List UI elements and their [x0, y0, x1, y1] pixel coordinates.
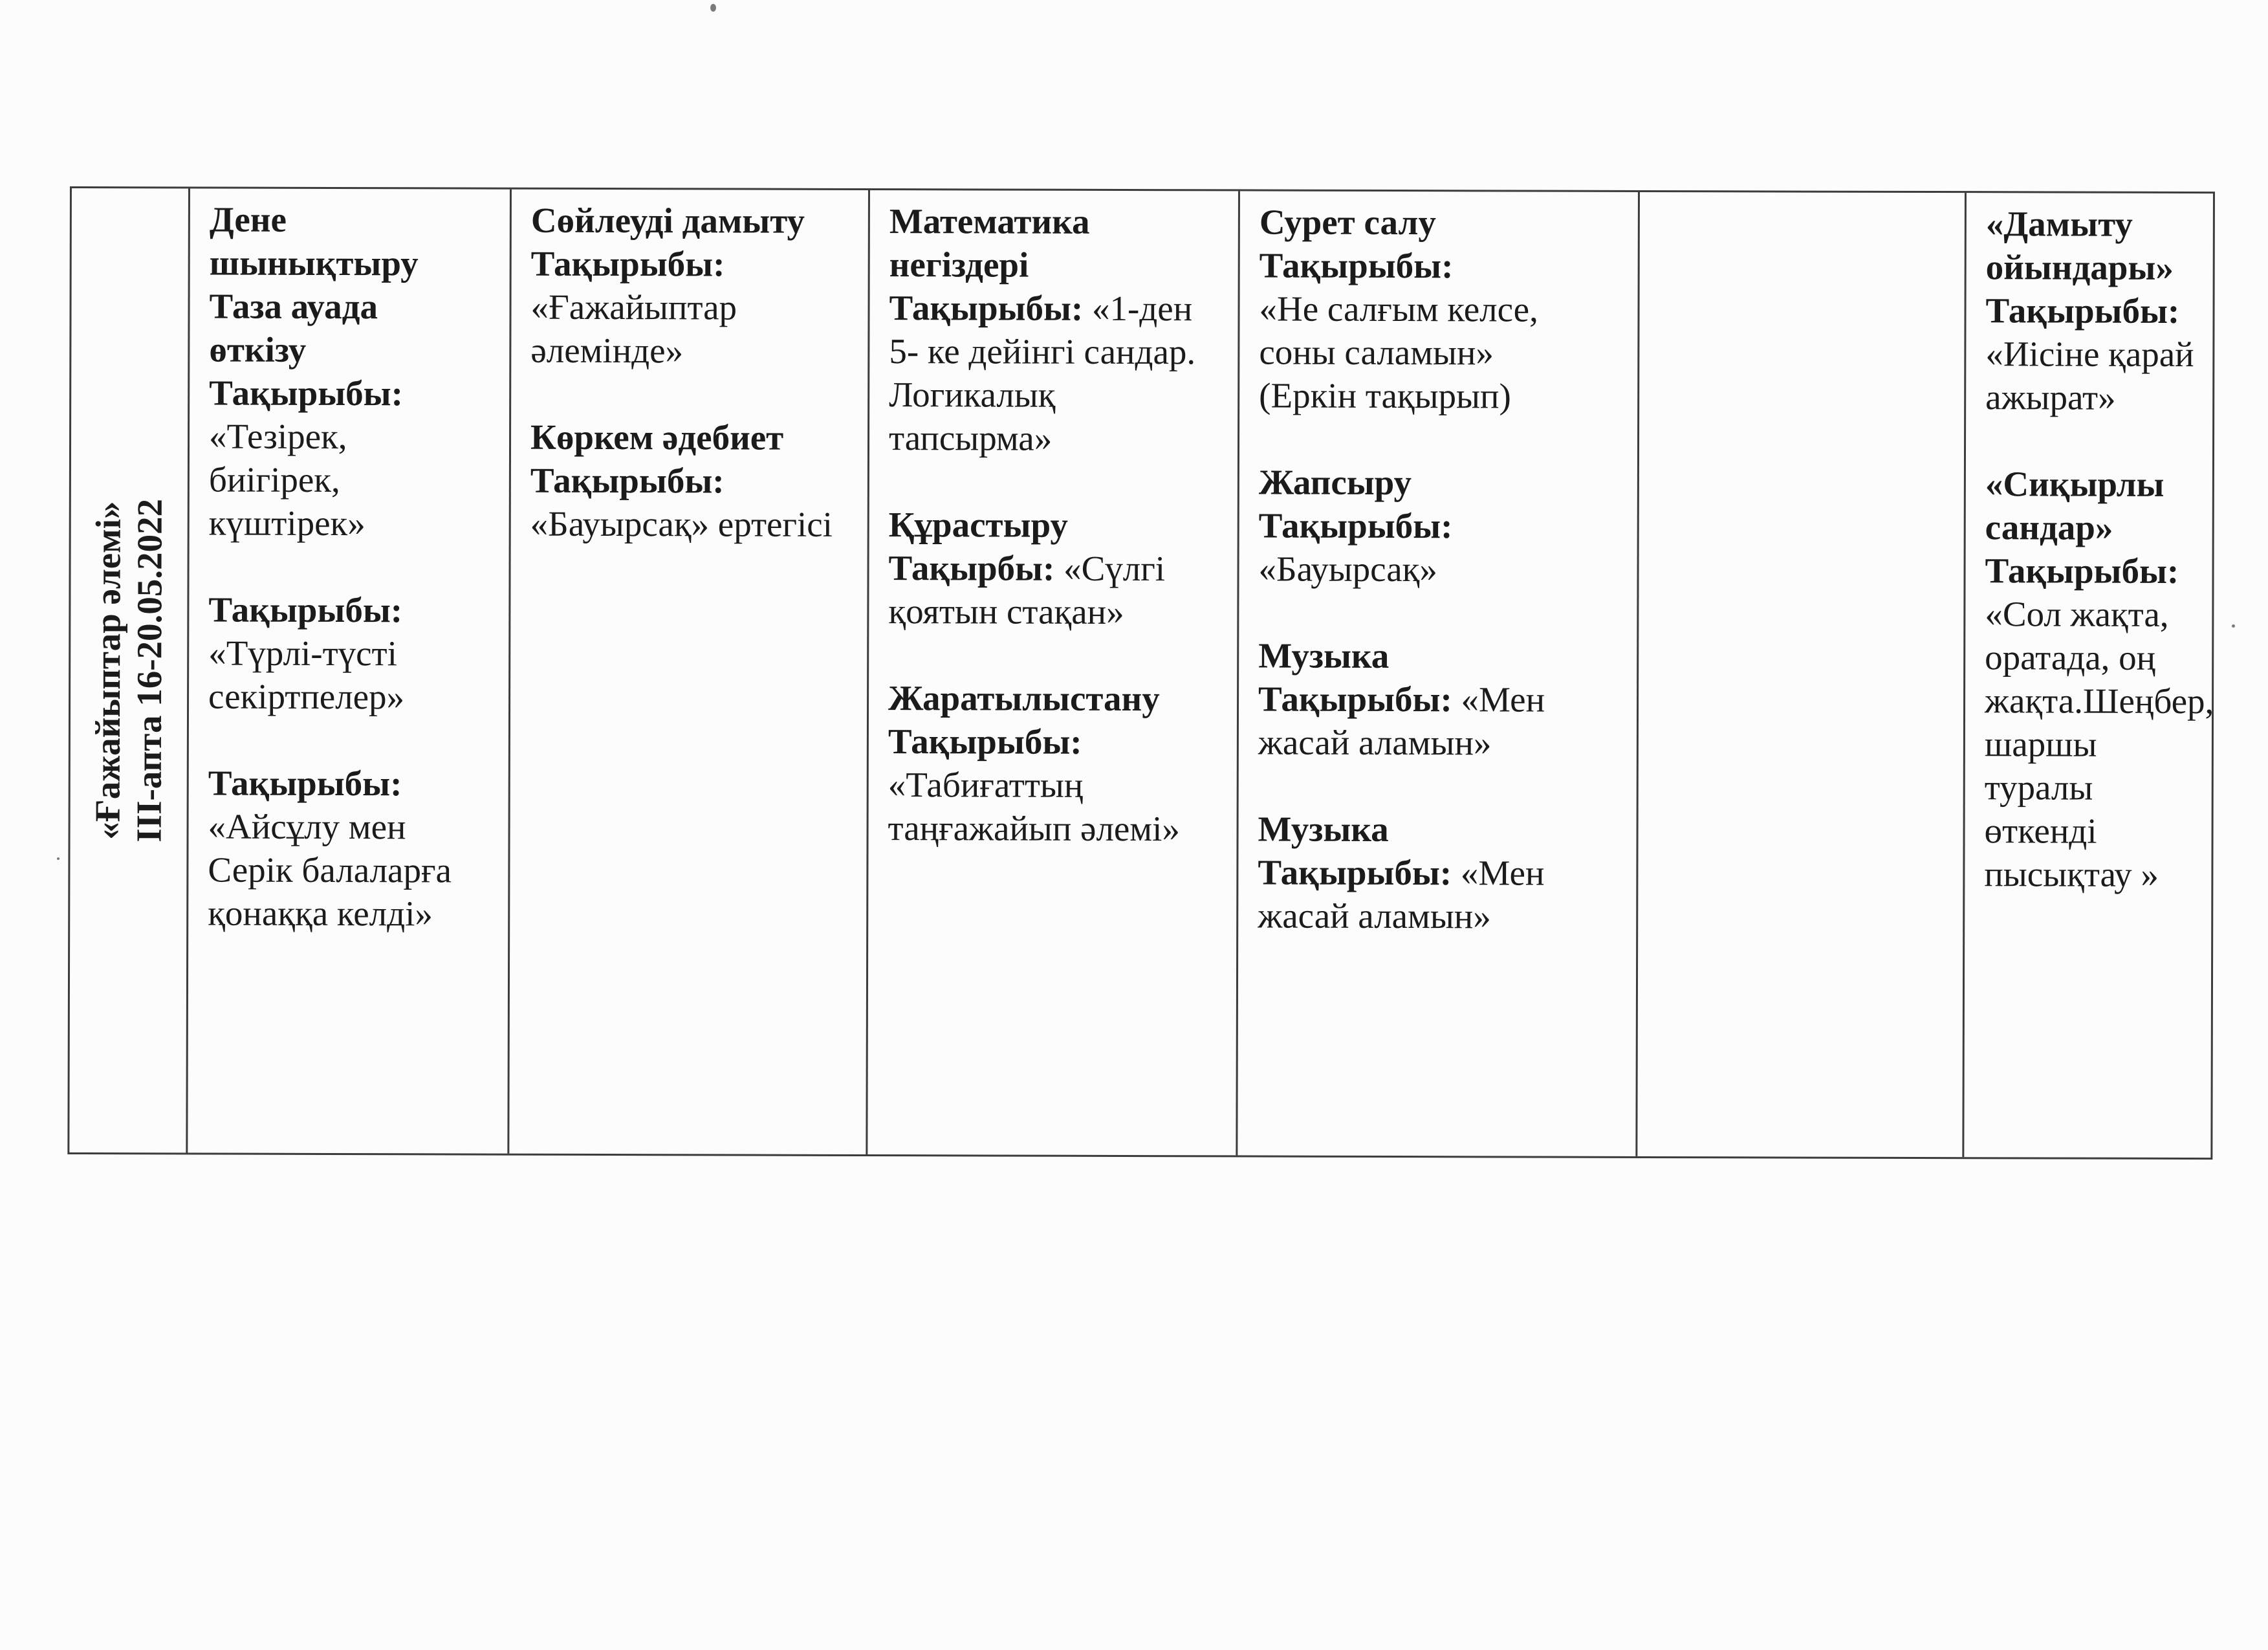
text-line: Логикалық — [889, 375, 1056, 415]
cell-line — [888, 546, 1225, 590]
heading-line: Таза ауада — [209, 286, 378, 327]
heading-line: Жаратылыстану — [888, 678, 1160, 719]
week-dates: ІІІ-апта 16-20.05.2022 — [129, 498, 169, 842]
activity-cell-empty — [1637, 192, 1967, 1157]
heading-line: Жапсыру — [1258, 462, 1412, 503]
heading-line: Математика — [889, 201, 1090, 241]
heading-line: Тақырыбы: — [209, 373, 404, 413]
blank-line — [1259, 417, 1626, 461]
text-line: қоятын стақан» — [888, 591, 1124, 632]
text-line: Серік балаларға — [208, 850, 452, 890]
text-line: (Еркін тақырып) — [1259, 375, 1511, 416]
heading-line: «Сиқырлы — [1985, 464, 2164, 504]
heading-line: өткізу — [209, 329, 307, 369]
heading-line: Сурет салу — [1259, 202, 1436, 243]
cell-line — [889, 286, 1226, 330]
topic-label: Тақырыбы: — [1258, 852, 1461, 893]
heading-line: Музыка — [1258, 809, 1389, 849]
blank-line — [888, 633, 1225, 677]
heading-line: негіздері — [889, 245, 1029, 285]
text-line: пысықтау » — [1984, 854, 2159, 894]
text-line: ажырат» — [1985, 377, 2116, 417]
blank-line — [1258, 764, 1625, 808]
heading-line: «Дамыту — [1985, 204, 2133, 244]
blank-line — [1258, 590, 1625, 634]
heading-line: Тақырыбы: — [208, 763, 402, 804]
text-line: «Ғажайыптар — [530, 287, 737, 327]
scan-speck — [710, 4, 716, 12]
heading-line: сандар» — [1985, 507, 2113, 547]
text-line: өткенді — [1984, 811, 2097, 851]
activity-cell-speech-literature — [509, 190, 870, 1154]
heading-line: ойындары» — [1985, 247, 2174, 287]
heading-line: шынықтыру — [209, 243, 419, 283]
scan-speck — [2232, 624, 2235, 628]
week-label — [87, 499, 171, 842]
cell-line — [1258, 850, 1624, 894]
text-line: жақта.Шеңбер, — [1984, 681, 2214, 721]
text-line: тапсырма» — [888, 418, 1052, 458]
week-label-cell — [69, 188, 190, 1152]
text-line: «Айсұлу мен — [208, 806, 406, 847]
blank-line — [530, 372, 856, 416]
topic-text: «Сүлгі — [1063, 548, 1166, 589]
blank-line — [1985, 419, 2205, 463]
blank-line — [208, 718, 497, 762]
text-line: «Иісіне қарай — [1985, 334, 2194, 375]
topic-text: «Мен — [1460, 853, 1545, 893]
topic-text: «Мен — [1461, 679, 1545, 720]
heading-line: Құрастыру — [888, 505, 1069, 545]
blank-line — [889, 459, 1226, 503]
heading-line: Музыка — [1258, 635, 1390, 676]
text-line: биігірек, — [208, 459, 340, 500]
text-line: әлемінде» — [530, 330, 684, 371]
activity-cell-math-construction-nature — [867, 190, 1240, 1155]
activity-cell-drawing-applique-music — [1238, 191, 1640, 1156]
text-line: қонаққа келді» — [208, 893, 433, 934]
week-theme: «Ғажайыптар әлемі» — [87, 501, 128, 840]
text-line: «Табиғаттың — [888, 765, 1084, 805]
text-line: соны саламын» — [1259, 332, 1494, 373]
heading-line: Тақырыбы: — [208, 589, 403, 630]
heading-line: Тақырыбы: — [530, 243, 725, 284]
text-line: күштірек» — [208, 503, 365, 544]
text-line: жасай аламын» — [1258, 722, 1492, 763]
weekly-schedule-table — [67, 186, 2215, 1160]
text-line: «Не салғым келсе, — [1259, 289, 1538, 329]
topic-label: Тақырбы: — [888, 548, 1064, 588]
activity-cell-developmental-games — [1964, 193, 2217, 1158]
text-line: «Түрлі-түсті — [208, 633, 397, 674]
heading-line: Тақырыбы: — [1985, 291, 2180, 331]
text-line: 5- ке дейінгі сандар. — [889, 331, 1196, 372]
blank-line — [208, 545, 497, 589]
text-line: шаршы — [1984, 724, 2097, 764]
heading-line: Тақырыбы: — [888, 721, 1082, 762]
text-line: секіртпелер» — [208, 676, 405, 717]
heading-line: Дене — [209, 199, 287, 239]
text-line: таңғажайып әлемі» — [888, 808, 1181, 849]
text-line: оратада, оң — [1985, 637, 2156, 677]
topic-text: «1-ден — [1091, 288, 1193, 329]
activity-cell-physical-education — [188, 188, 512, 1153]
heading-line: Көркем әдебиет — [530, 417, 784, 457]
heading-line: Тақырыбы: — [1259, 245, 1454, 286]
text-line: «Бауырсақ» — [1258, 549, 1438, 589]
cell-line — [1258, 677, 1625, 721]
scan-speck — [57, 857, 60, 860]
heading-line: Тақырыбы: — [1258, 505, 1453, 546]
text-line: жасай аламын» — [1258, 896, 1491, 936]
topic-label: Тақырыбы: — [1258, 679, 1461, 720]
heading-line: Тақырыбы: — [1985, 551, 2179, 591]
heading-line: Сөйлеуді дамыту — [530, 200, 805, 241]
heading-line: Тақырыбы: — [530, 460, 725, 501]
topic-label: Тақырыбы: — [889, 288, 1093, 328]
text-line: «Тезірек, — [208, 416, 347, 457]
text-line: туралы — [1984, 767, 2093, 808]
text-line: «Бауырсақ» ертегісі — [530, 503, 833, 544]
text-line: «Сол жақта, — [1985, 594, 2169, 634]
